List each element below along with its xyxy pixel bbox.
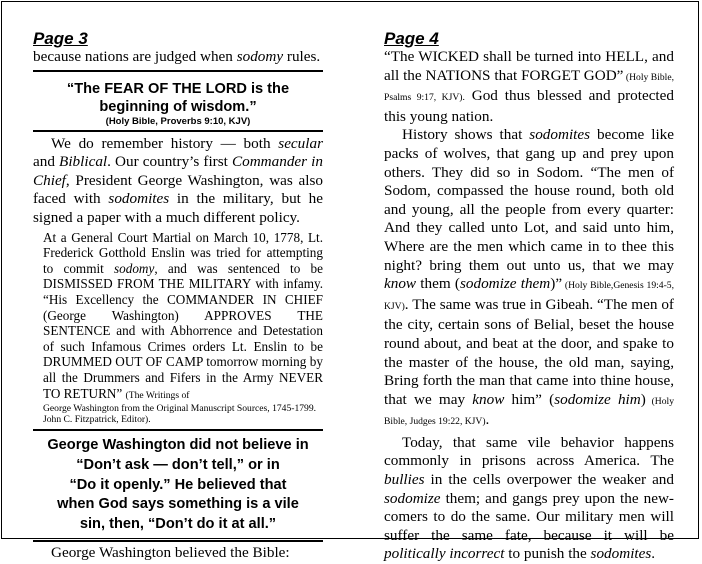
divider-top [33, 70, 323, 72]
divider-4 [33, 540, 323, 542]
page-4 [384, 30, 674, 564]
divider-2 [33, 130, 323, 132]
court-martial-quote: At a General Court Martial on March 10, 1778, Lt. Frederick Gotthold Enslin was tried for attempting to commit sodomy, and was sentenced to be DISMISSED FROM THE MILITARY with infamy. “His Excellency the COMMANDER IN CHIEF (George Washington) APPROVES THE SENTENCE and with Abhorrence and Detestation of such Infamous Crimes orders Lt. Enslin to be DRUMMED OUT OF CAMP tomorrow morning by all the Drummers and Fifers in the Army NEVER TO RETURN” (The Writings of [43, 229, 323, 401]
psalms-paragraph: “The WICKED shall be turned into HELL, and all the NATIONS that FORGET GOD” (Holy Bible, Psalms 9:17, KJV). God thus blessed and protected this young nation. [384, 48, 674, 125]
page-4-label: Page 4 [384, 29, 439, 48]
divider-3 [33, 429, 323, 431]
court-martial-source: George Washington from the Original Manuscript Sources, 1745-1799. John C. Fitzpatrick, Editor). [43, 403, 317, 426]
washington-callout: George Washington did not believe in “Don’t ask — don’t tell,” or in “Do it openly.” He believed that when God says something is a vile sin, then, “Don’t do it at all.” [47, 437, 309, 532]
history-paragraph: We do remember history — both secular and Biblical. Our country’s first Commander in Chief, President George Washington, was also faced with sodomites in the military, but he signed a paper with a much different policy. [33, 134, 323, 226]
closing-line: George Washington believed the Bible: [51, 543, 290, 561]
prisons-paragraph: Today, that same vile behavior happens commonly in prisons across America. The bullies in the cells overpower the weaker and sodomize them; and gangs prey upon the new-comers to do the same. Our military men will suffer the same fate, because it will be politically incorrect to punish the sodomites. [384, 433, 674, 563]
sodom-paragraph: History shows that sodomites become like packs of wolves, that gang up and prey upon others. They did so in Sodom. “The men of Sodom, compassed the house round, both old and young, all the people from every quarter: And they called unto Lot, and said unto him, Where are the men which came in to thee this night? bring them out unto us, that we may know them (sodomize them)” (Holy Bible,Genesis 19:4-5, KJV). The same was true in Gibeah. “The men of the city, certain sons of Belial, beset the house round about, and beat at the door, and spake to the master of the house, the old man, saying, Bring forth the man that came into thine house, that we may know him” (sodomize him) (Holy Bible, Judges 19:22, KJV). [384, 126, 675, 429]
proverbs-callout: “The FEAR OF THE LORD is the beginning of wisdom.” [66, 80, 290, 115]
page-3-label: Page 3 [33, 29, 88, 48]
proverbs-reference: (Holy Bible, Proverbs 9:10, KJV) [105, 115, 251, 127]
page-3 [33, 30, 323, 562]
opening-line: because nations are judged when sodomy rules. [33, 48, 321, 65]
